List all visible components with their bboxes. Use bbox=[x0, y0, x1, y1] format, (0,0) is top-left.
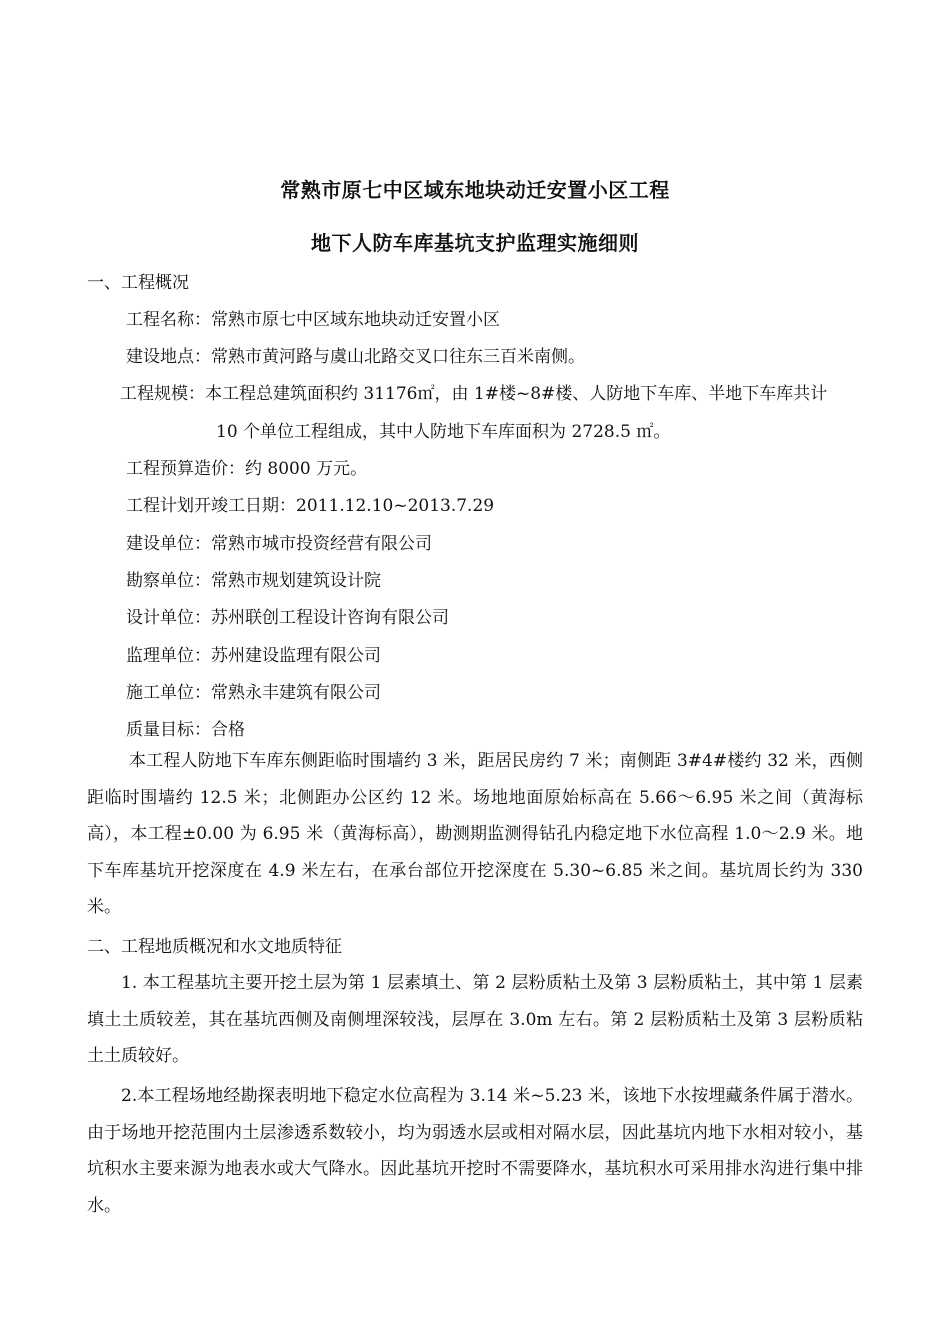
section2-heading: 二、工程地质概况和水文地质特征 bbox=[87, 937, 342, 957]
supervision-line: 监理单位：苏州建设监理有限公司 bbox=[126, 646, 381, 666]
survey-line: 勘察单位：常熟市规划建筑设计院 bbox=[126, 571, 381, 591]
owner-line: 建设单位：常熟市城市投资经营有限公司 bbox=[126, 534, 432, 554]
geo-paragraph-1: 1. 本工程基坑主要开挖土层为第 1 层素填土、第 2 层粉质粘土及第 3 层粉质粘土，其中第 1 层素填土土质较差，其在基坑西侧及南侧埋深较浅，层厚在 3.0m 左右。第 2 层粉质粘土及第 3 层粉质粘土土质较好。 bbox=[87, 973, 863, 1066]
location-line: 建设地点：常熟市黄河路与虞山北路交叉口往东三百米南侧。 bbox=[126, 347, 585, 367]
document-title-line2: 地下人防车库基坑支护监理实施细则 bbox=[311, 231, 639, 255]
design-line: 设计单位：苏州联创工程设计咨询有限公司 bbox=[126, 608, 449, 628]
schedule-line: 工程计划开竣工日期：2011.12.10~2013.7.29 bbox=[126, 496, 495, 516]
scale-line-2: 10 个单位工程组成，其中人防地下车库面积为 2728.5 ㎡。 bbox=[216, 422, 671, 442]
construction-line: 施工单位：常熟永丰建筑有限公司 bbox=[126, 683, 381, 703]
geo-paragraph-2: 2.本工程场地经勘探表明地下稳定水位高程为 3.14 米~5.23 米，该地下水按埋藏条件属于潜水。由于场地开挖范围内土层渗透系数较小，均为弱透水层或相对隔水层，因此基坑内地下水相对较小，基坑积水主要来源为地表水或大气降水。因此基坑开挖时不需要降水，基坑积水可采用排水沟进行集中排水。 bbox=[87, 1086, 863, 1216]
scale-line-1: 工程规模：本工程总建筑面积约 31176㎡，由 1#楼~8#楼、人防地下车库、半地下车库共计 bbox=[120, 384, 828, 404]
quality-line: 质量目标：合格 bbox=[126, 720, 245, 740]
document-title-line1: 常熟市原七中区域东地块动迁安置小区工程 bbox=[280, 178, 670, 202]
budget-line: 工程预算造价：约 8000 万元。 bbox=[126, 459, 368, 479]
overview-paragraph: 本工程人防地下车库东侧距临时围墙约 3 米，距居民房约 7 米；南侧距 3#4#楼约 32 米，西侧距临时围墙约 12.5 米；北侧距办公区约 12 米。场地地面原始标高在 5.66～6.95 米之间（黄海标高），本工程±0.00 为 6.95 米（黄海标高），勘测期监测得钻孔内稳定地下水位高程 1.0～2.9 米。地下车库基坑开挖深度在 4.9 米左右，在承台部位开挖深度在 5.30~6.85 米之间。基坑周长约为 330 米。 bbox=[87, 751, 863, 917]
section1-heading: 一、工程概况 bbox=[87, 273, 189, 293]
project-name-line: 工程名称：常熟市原七中区域东地块动迁安置小区 bbox=[126, 310, 500, 330]
